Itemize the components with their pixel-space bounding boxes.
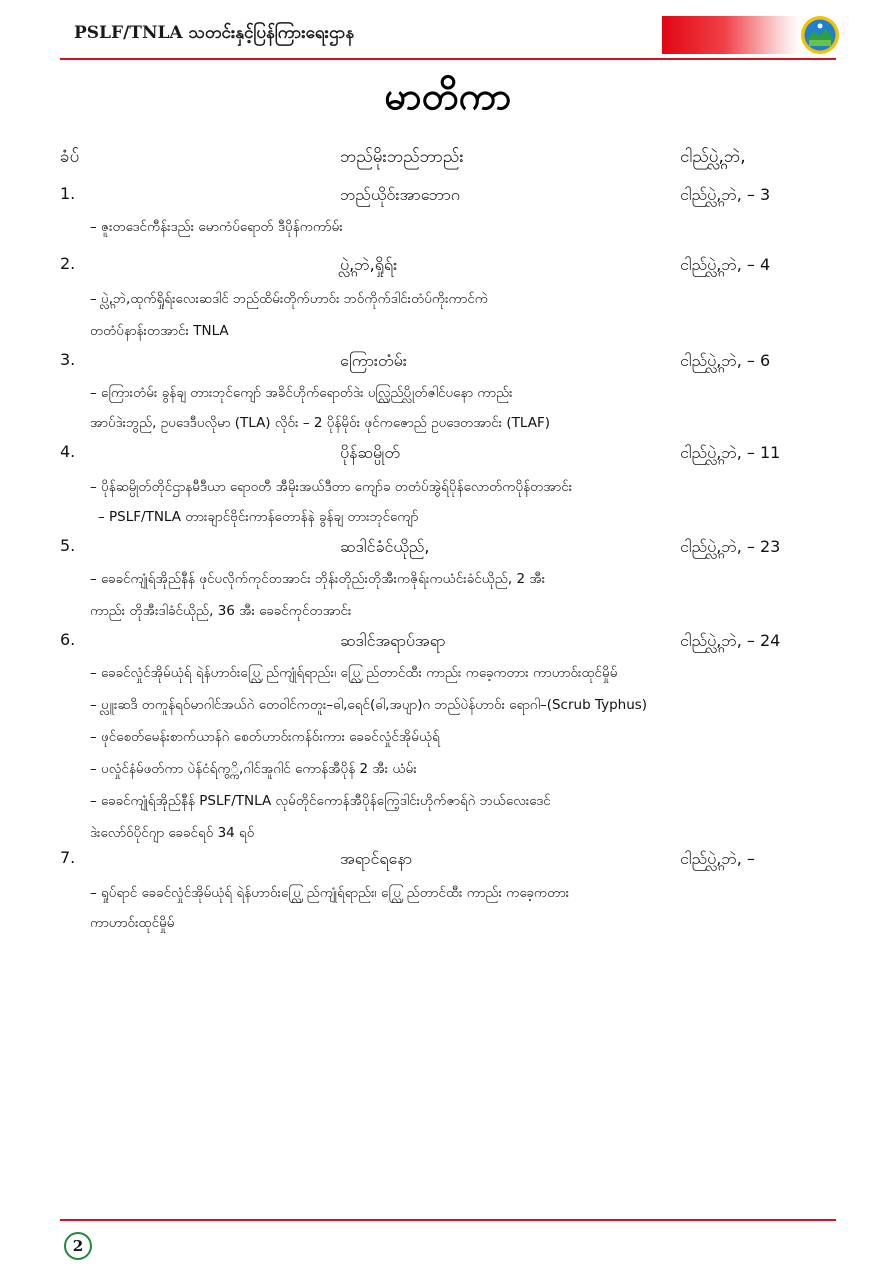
- entry-number: 4.: [60, 442, 76, 461]
- entry-number: 5.: [60, 536, 76, 555]
- entry-item-continuation: အာပ်ဒဲးဘွည်, ဥပဒေဒီပလိုမာ (TLA) လိုဝ်း – 2 ပိုန်မိုဝ်း ဖုင်ကဇောည် ဥပဒေတအာင်း (TLAF): [90, 415, 551, 431]
- entry-title: ပိုန်ဆမ္ပိုတ်: [340, 443, 400, 462]
- entry-item[interactable]: – ပလှုံင်နံမ်ဖတ်ကာ ပဲန်ငံရ်ကွ္ကိ,ဂါင်အူဂါင် ကောန်အီပိုန် 2 အီး ယံမ်း: [90, 761, 417, 777]
- entry-item[interactable]: – ပ္လ္ဂဲ,ဘဲ,ထုက်ရှိုရ်းလေးဆဒါင် ဘည်ထိမ်းတိုက်ဟာဝ်း ဘဝ်ကိုက်ဒါင်းတံပ်ကိုးကာင်ကဲ: [90, 291, 489, 307]
- footer-divider: [60, 1219, 836, 1221]
- entry-title: အရာင်ရနော: [340, 849, 413, 868]
- entry-item[interactable]: – ကြေားတံမ်း ခွန်ချ တားဘုင်ကျော် အခိင်ဟိုက်ရောတ်ဒဲး ပလ္လြည်ပ္လိုတ်ဇါင်ပနော ကာည်း: [90, 385, 513, 401]
- entry-number: 7.: [60, 848, 76, 867]
- entry-page: ငါည်ပ္လ္ဂဲ,ဘဲ, – 23: [680, 537, 781, 556]
- entry-title: ဆဒါင်ခံင်ယိုည်,: [340, 537, 430, 556]
- entry-page: ငါည်ပ္လ္ဂဲ,ဘဲ, – 6: [680, 351, 771, 370]
- header-accent-bar: [662, 16, 800, 54]
- entry-title: ကြေားတံမ်း: [340, 351, 407, 370]
- entry-page: ငါည်ပ္လ္ဂဲ,ဘဲ, – 4: [680, 255, 771, 274]
- entry-page: ငါည်ပ္လ္ဂဲ,ဘဲ, – 3: [680, 185, 771, 204]
- entry-page: ငါည်ပ္လ္ဂဲ,ဘဲ, –: [680, 849, 755, 868]
- entry-title: ဆဒါင်အရာပ်အရာ: [340, 631, 446, 650]
- entry-item[interactable]: – ပ္လူးဆဒိ တကူန်ရဝ်မာဂါင်အယ်ဂဲ တေ၀ါင်ကတူး–ဓါ,ရေင်(ဓါ,အပျာ)ဂ ဘည်ပဲန်ဟာဝ်း ရောဂါ–(Scrub Typhus): [90, 697, 648, 713]
- entry-item[interactable]: – ရှုပ်ရာင် ခေခင်လှုံင်အိုမ်ယုံရ် ရဲန်ဟာဝ်းပ္လြေည်ကျုံရ်ရာည်း၊ ပ္လြေည်တာင်ထီး ကာည်း ကခေ့ကတား: [90, 885, 570, 901]
- entry-item-continuation: ဒဲးလော်ဝ်ပိုင်ဂျာ ခေခင်ရဝ် 34 ရဝ်: [90, 825, 255, 841]
- entry-page: ငါည်ပ္လ္ဂဲ,ဘဲ, – 11: [680, 443, 781, 462]
- entry-number: 1.: [60, 184, 76, 203]
- page-number-badge: 2: [64, 1232, 92, 1260]
- entry-item[interactable]: – ခေခင်ကျုံရ်အိုည်နီန် PSLF/TNLA လုမ်တိုင်ကောန်အီပိုန်ကြေ့ဒါင်းဟိုက်ဇာရ်ဂဲ ဘယ်လေးဒေင်: [90, 793, 551, 809]
- entry-item[interactable]: – ဖုင်စေတ်မေန်းစာက်ယာန်ဂဲ စေတ်ဟာဝ်းကန်ဝ်းကား ခေခင်လှုံင်အိုမ်ယုံရ်: [90, 729, 440, 745]
- entry-page: ငါည်ပ္လ္ဂဲ,ဘဲ, – 24: [680, 631, 781, 650]
- toc-entry-5[interactable]: [60, 536, 836, 562]
- page-title: မာတိကာ: [384, 74, 512, 118]
- organization-emblem-icon: [800, 15, 840, 55]
- entry-item[interactable]: – ခေခင်လှုံင်အိုမ်ယုံရ် ရဲန်ဟာဝ်းပ္လြေည်ကျုံရ်ရာည်း၊ ပ္လြေည်တာင်ထီး ကာည်း ကခေ့ကတား ကာဟာဝ်းထုင်မှိုမ်: [90, 665, 618, 681]
- toc-entry-7[interactable]: [60, 848, 836, 874]
- entry-item-continuation: ကာဟာဝ်းထုင်မှိုမ်: [90, 915, 175, 931]
- entry-item[interactable]: – ဇူးတဒေင်ကီန်းဒည်း မောကံပ်ရောတ် ဒီပိုန်ကကာ်မ်း: [90, 219, 343, 235]
- entry-item[interactable]: – PSLF/TNLA တားချာင်ဗိုင်းကာန်တောန်နဲ ခွန်ချ တားဘုင်ကျော်: [98, 509, 419, 525]
- toc-header-number: ခံပ်: [60, 147, 80, 167]
- toc-header-title: ဘည်မိုးဘည်ဘာည်း: [340, 147, 464, 167]
- entry-number: 2.: [60, 254, 76, 273]
- toc-entry-3[interactable]: [60, 350, 836, 376]
- toc-column-headers: [60, 146, 836, 172]
- entry-title: ဘည်ယိုဝ်းအာဘောဂ: [340, 185, 460, 204]
- toc-entry-4[interactable]: [60, 442, 836, 468]
- toc-entry-1[interactable]: [60, 184, 836, 210]
- toc-entry-2[interactable]: [60, 254, 836, 280]
- entry-title: ပ္လ္ဂဲ,ဘဲ,ရှိုရ်း: [340, 255, 398, 274]
- header-title: PSLF/TNLA သတင်းနှင့်ပြန်ကြားရေးဌာန: [74, 23, 355, 43]
- header-divider: [60, 58, 836, 60]
- entry-item[interactable]: – ပိုန်ဆမ္ပိုတ်တိုင်ဌာနမီဒီယာ ရောဝတီ အီမိုးအယ်ဒီတာ ကျော်ခ တတံပ်အွဲရ်ပိုန်လောတ်ကပိုန်တအာင်း: [90, 479, 573, 495]
- entry-item-continuation: ကာည်း တိုအီးဒါခံင်ယိုည်, 36 အီး ခေခင်ကုင်တအာင်း: [90, 603, 352, 619]
- page-header: [0, 0, 896, 62]
- entry-item-continuation: တတံပ်နာန်းတအာင်း TNLA: [90, 323, 229, 339]
- entry-number: 3.: [60, 350, 76, 369]
- toc-header-page: ငါည်ပ္လ္ဂဲ,ဘဲ,: [680, 147, 746, 167]
- toc-entry-6[interactable]: [60, 630, 836, 656]
- entry-item[interactable]: – ခေခင်ကျုံရ်အိုည်နီန် ဖုင်ပလိုက်ကုင်တအာင်း ဘိုန်းတိုည်းတိုအီးကဇိုရ်းကယံင်းခံင်ယိုည်, 2 အီး: [90, 571, 546, 587]
- entry-number: 6.: [60, 630, 76, 649]
